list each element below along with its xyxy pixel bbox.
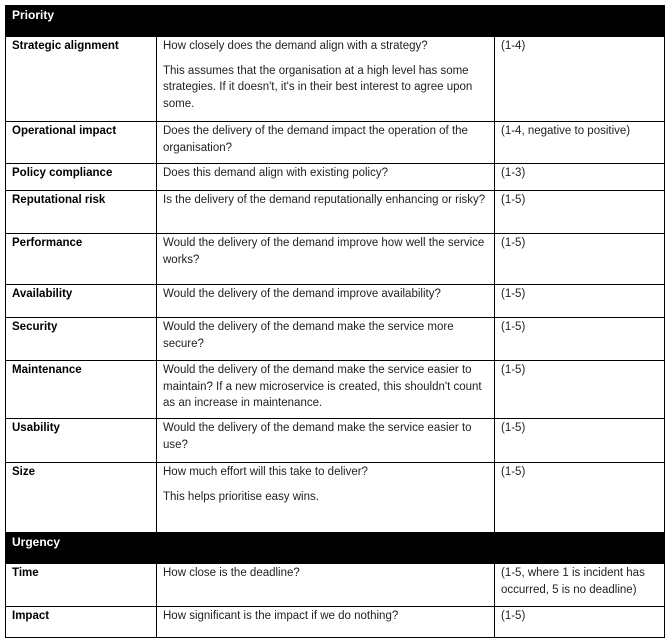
description-paragraph: Would the delivery of the demand make the service easier to use? xyxy=(163,422,472,451)
criterion-name: Impact xyxy=(6,607,157,638)
criterion-name: Performance xyxy=(6,234,157,285)
criterion-name: Policy compliance xyxy=(6,164,157,191)
description-paragraph: Would the delivery of the demand improve availability? xyxy=(163,288,441,300)
criterion-description xyxy=(157,285,495,318)
table-row xyxy=(6,564,665,607)
table-row xyxy=(6,122,665,164)
table-row xyxy=(6,234,665,285)
section-title: Urgency xyxy=(6,533,665,564)
criterion-range: (1-5) xyxy=(495,607,665,638)
section-title: Priority xyxy=(6,6,665,37)
criterion-range: (1-5) xyxy=(495,318,665,361)
description-paragraph: Does this demand align with existing policy? xyxy=(163,167,389,179)
criterion-description xyxy=(157,234,495,285)
table-row xyxy=(6,463,665,533)
table-row xyxy=(6,361,665,419)
criterion-description xyxy=(157,191,495,234)
criterion-range: (1-5) xyxy=(495,191,665,234)
table-row xyxy=(6,318,665,361)
criterion-range: (1-5) xyxy=(495,285,665,318)
description-paragraph: How closely does the demand align with a strategy? xyxy=(163,40,428,52)
criterion-range: (1-5) xyxy=(495,463,665,533)
criterion-range: (1-4, negative to positive) xyxy=(495,122,665,164)
criterion-range: (1-4) xyxy=(495,37,665,122)
description-paragraph: Would the delivery of the demand make the service more secure? xyxy=(163,321,454,350)
table-row xyxy=(6,419,665,463)
description-paragraph: Would the delivery of the demand make the service easier to maintain? If a new microservice is created, this shouldn't count as an increase in maintenance. xyxy=(163,364,482,409)
description-paragraph: Does the delivery of the demand impact the operation of the organisation? xyxy=(163,125,468,154)
criterion-range: (1-3) xyxy=(495,164,665,191)
description-paragraph: This assumes that the organisation at a high level has some strategies. If it doesn't, it's in their best interest to agree upon some. xyxy=(163,64,473,110)
criterion-range: (1-5) xyxy=(495,419,665,463)
criterion-name: Size xyxy=(6,463,157,533)
criterion-name: Security xyxy=(6,318,157,361)
criterion-description xyxy=(157,607,495,638)
criterion-range: (1-5) xyxy=(495,234,665,285)
criterion-description xyxy=(157,164,495,191)
criterion-description xyxy=(157,419,495,463)
table-row xyxy=(6,607,665,638)
table-row xyxy=(6,285,665,318)
description-paragraph: How significant is the impact if we do nothing? xyxy=(163,610,399,622)
criterion-name: Time xyxy=(6,564,157,607)
criterion-description xyxy=(157,37,495,122)
table-row xyxy=(6,37,665,122)
description-paragraph: This helps prioritise easy wins. xyxy=(163,490,319,503)
criterion-description xyxy=(157,122,495,164)
criterion-description xyxy=(157,361,495,419)
section-header-row xyxy=(6,533,665,564)
criterion-range: (1-5, where 1 is incident has occurred, 5 is no deadline) xyxy=(495,564,665,607)
description-paragraph: How much effort will this take to deliver? xyxy=(163,466,368,478)
criterion-name: Usability xyxy=(6,419,157,463)
criterion-name: Operational impact xyxy=(6,122,157,164)
criterion-description xyxy=(157,318,495,361)
criterion-range: (1-5) xyxy=(495,361,665,419)
description-paragraph: Is the delivery of the demand reputationally enhancing or risky? xyxy=(163,194,486,206)
criterion-description xyxy=(157,564,495,607)
description-paragraph: Would the delivery of the demand improve how well the service works? xyxy=(163,237,485,266)
criterion-name: Reputational risk xyxy=(6,191,157,234)
table-row xyxy=(6,164,665,191)
criterion-name: Strategic alignment xyxy=(6,37,157,122)
criterion-name: Maintenance xyxy=(6,361,157,419)
criterion-name: Availability xyxy=(6,285,157,318)
criteria-table xyxy=(5,5,665,638)
description-paragraph: How close is the deadline? xyxy=(163,567,300,579)
table-row xyxy=(6,191,665,234)
section-header-row xyxy=(6,6,665,37)
criterion-description xyxy=(157,463,495,533)
